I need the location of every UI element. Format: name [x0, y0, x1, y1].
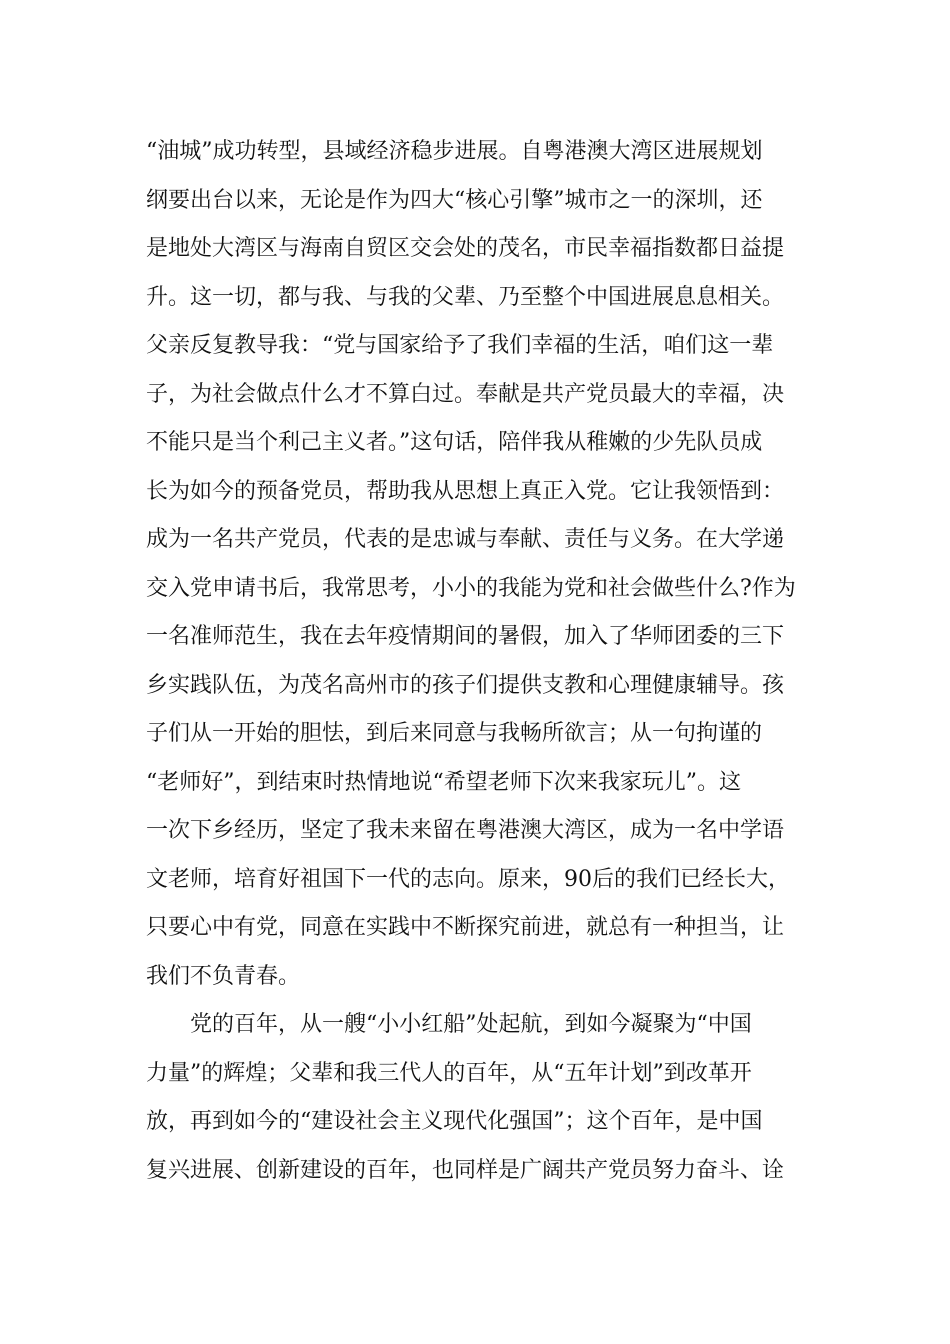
text-line: 文老师，培育好祖国下一代的志向。原来，90后的我们已经长大， — [146, 866, 790, 892]
text-line: 只要心中有党，同意在实践中不断探究前进，就总有一种担当，让 — [146, 915, 785, 940]
text-line: 成为一名共产党员，代表的是忠诚与奉献、责任与义务。在大学递 — [146, 527, 785, 552]
text-line: “油城”成功转型，县域经济稳步进展。自粤港澳大湾区进展规划 — [146, 139, 763, 164]
text-line: 不能只是当个利己主义者。”这句话，陪伴我从稚嫩的少先队员成 — [146, 430, 763, 455]
text-line: 放，再到如今的“建设社会主义现代化强国”；这个百年，是中国 — [146, 1109, 763, 1134]
text-line: 升。这一切，都与我、与我的父辈、乃至整个中国进展息息相关。 — [146, 284, 785, 310]
text-line: 一次下乡经历，坚定了我未来留在粤港澳大湾区，成为一名中学语 — [146, 818, 785, 843]
text-line: “老师好”，到结束时热情地说“希望老师下次来我家玩儿”。这 — [146, 769, 741, 795]
text-line: 长为如今的预备党员，帮助我从思想上真正入党。它让我领悟到： — [146, 478, 785, 504]
text-line: 子，为社会做点什么才不算白过。奉献是共产党员最大的幸福，决 — [146, 381, 785, 407]
text-line: 纲要出台以来，无论是作为四大“核心引擎”城市之一的深圳，还 — [146, 187, 763, 213]
body-text — [146, 128, 816, 1195]
text-line: 力量”的辉煌；父辈和我三代人的百年，从“五年计划”到改革开 — [146, 1060, 752, 1086]
paragraph-start-line: 党的百年，从一艘“小小红船”处起航，到如今凝聚为“中国 — [190, 1012, 752, 1037]
text-line: 是地处大湾区与海南自贸区交会处的茂名，市民幸福指数都日益提 — [146, 236, 785, 261]
text-line: 一名准师范生，我在去年疫情期间的暑假，加入了华师团委的三下 — [146, 624, 785, 649]
text-line: 乡实践队伍，为茂名高州市的孩子们提供支教和心理健康辅导。孩 — [146, 672, 785, 698]
text-line: 交入党申请书后，我常思考，小小的我能为党和社会做些什么?作为 — [146, 575, 796, 601]
text-line: 子们从一开始的胆怯，到后来同意与我畅所欲言；从一句拘谨的 — [146, 721, 763, 746]
text-line: 复兴进展、创新建设的百年，也同样是广阔共产党员努力奋斗、诠 — [146, 1157, 785, 1183]
text-line: 父亲反复教导我：“党与国家给予了我们幸福的生活，咱们这一辈 — [146, 333, 774, 358]
text-line: 我们不负青春。 — [146, 963, 301, 989]
